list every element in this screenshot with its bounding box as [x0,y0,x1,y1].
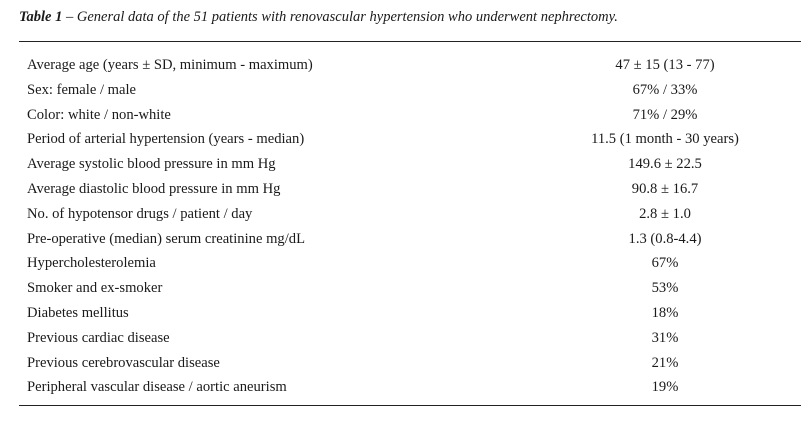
row-label: Average diastolic blood pressure in mm Hg [27,180,281,197]
row-value: 21% [651,354,679,371]
table-row [0,302,811,327]
row-label: Sex: female / male [27,81,137,98]
row-value: 53% [651,280,679,297]
table-top-rule [19,41,801,42]
row-label: Average age (years ± SD, minimum - maximum) [27,57,313,73]
table-row [0,228,811,253]
table-caption-number: Table 1 [19,9,63,25]
row-value: 47 ± 15 (13 - 77) [615,57,715,73]
row-label: Diabetes mellitus [27,304,129,321]
row-value: 2.8 ± 1.0 [639,205,691,222]
row-value: 19% [651,379,679,396]
table-row [0,54,811,79]
table-row [0,352,811,377]
row-label: Previous cardiac disease [27,329,170,346]
table-row [0,153,811,178]
table-bottom-rule [19,405,801,406]
table-row [0,178,811,203]
row-label: Previous cerebrovascular disease [27,354,220,371]
table-caption-text: – General data of the 51 patients with renovascular hypertension who underwent nephrectomy. [62,9,618,25]
table-row [0,203,811,228]
table-row [0,327,811,352]
row-label: Peripheral vascular disease / aortic aneurism [27,379,287,396]
row-label: Smoker and ex-smoker [27,280,163,297]
row-value: 1.3 (0.8-4.4) [628,230,702,247]
row-label: Period of arterial hypertension (years - median) [27,131,305,148]
table-row [0,79,811,104]
row-value: 67% [651,255,679,272]
row-value: 71% / 29% [632,106,698,123]
table-row [0,128,811,153]
row-value: 67% / 33% [632,81,698,98]
row-label: Average systolic blood pressure in mm Hg [27,156,276,173]
row-value: 11.5 (1 month - 30 years) [591,131,739,148]
row-value: 18% [651,304,679,321]
row-label: Hypercholesterolemia [27,255,156,272]
table-row [0,104,811,129]
row-label: Pre-operative (median) serum creatinine mg/dL [27,230,305,247]
table-row [0,277,811,302]
row-value: 149.6 ± 22.5 [628,156,702,173]
table-body [0,54,811,401]
table-row [0,376,811,401]
row-label: No. of hypotensor drugs / patient / day [27,205,253,222]
table-caption [19,9,618,26]
table-row [0,252,811,277]
row-label: Color: white / non-white [27,106,171,123]
row-value: 90.8 ± 16.7 [631,180,699,197]
row-value: 31% [651,329,679,346]
